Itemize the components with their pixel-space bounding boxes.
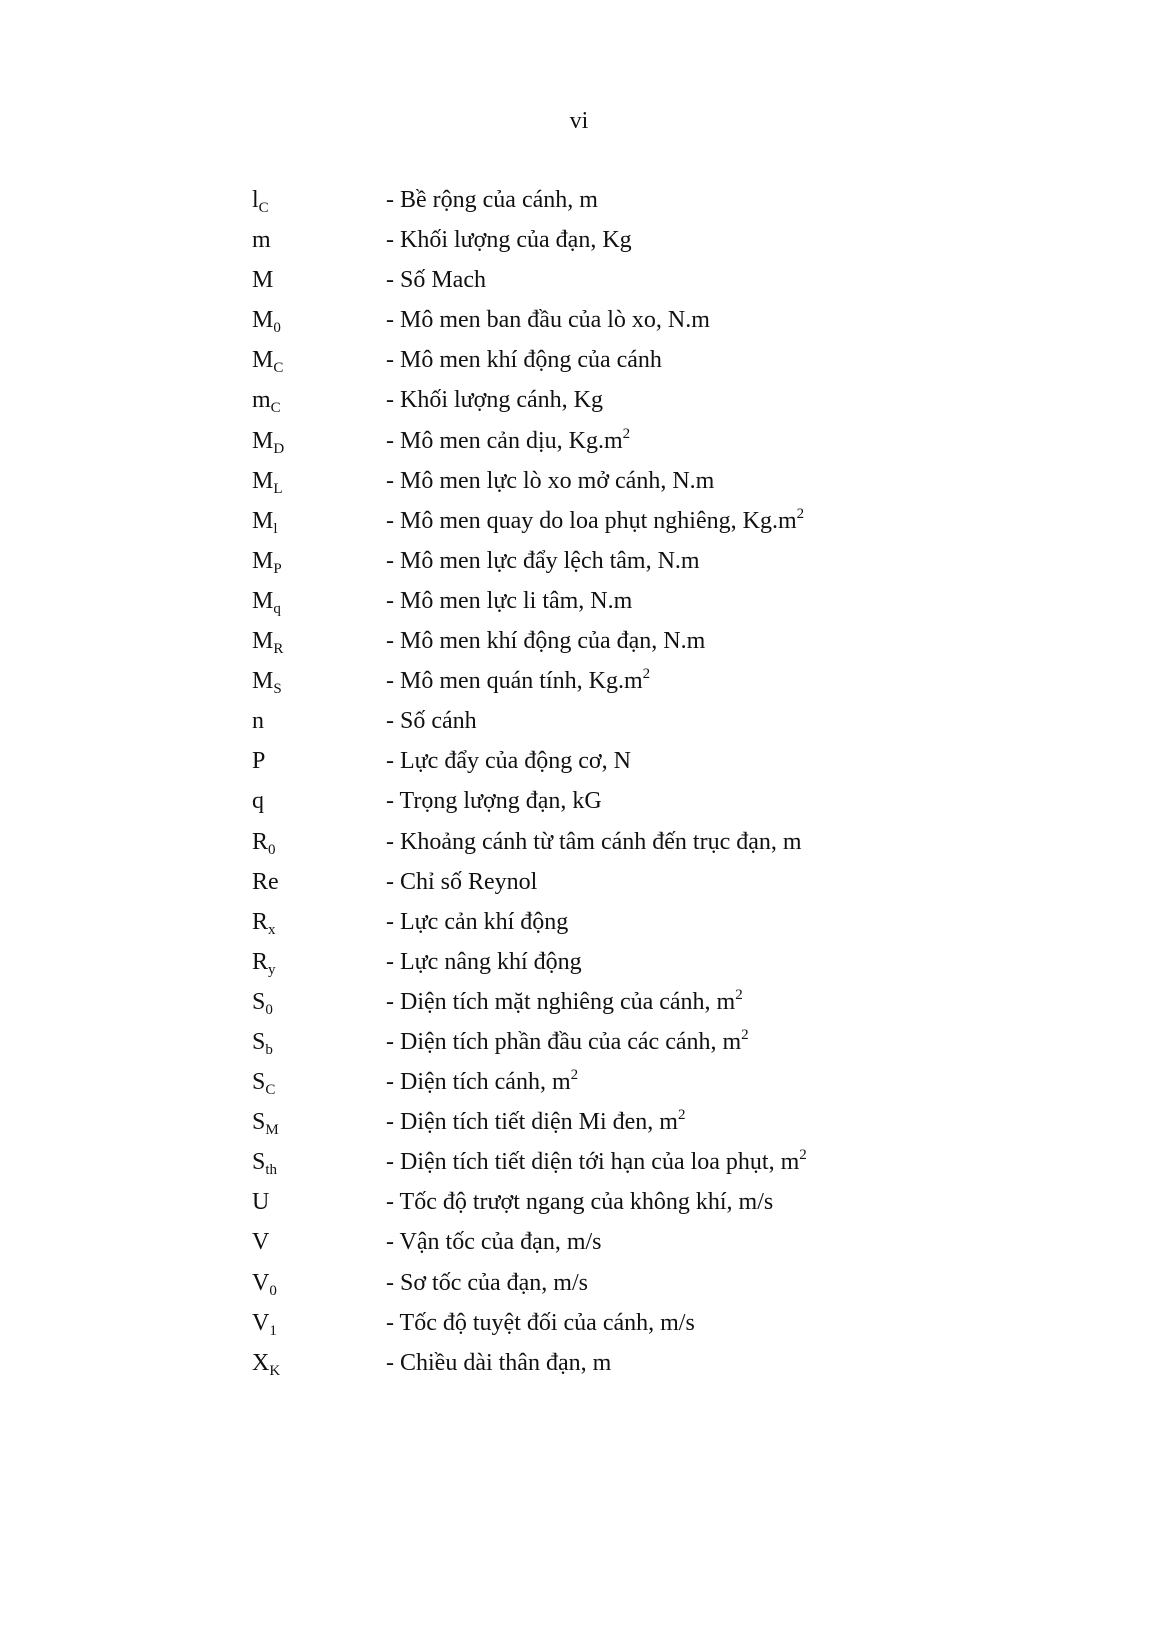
page-number: vi <box>569 108 589 134</box>
symbol <box>252 945 386 979</box>
symbol-subscript: q <box>273 600 281 617</box>
symbol-base: V <box>252 1309 270 1336</box>
symbol-row <box>252 664 872 704</box>
symbol-subscript: 0 <box>268 841 276 858</box>
symbol-row <box>252 183 872 223</box>
symbol-description <box>386 985 743 1019</box>
symbol-description <box>386 664 650 698</box>
description-text: - Chỉ số Reynol <box>386 868 538 895</box>
description-text: - Tốc độ trượt ngang của không khí, m/s <box>386 1189 774 1216</box>
symbol-description <box>386 183 598 217</box>
symbol <box>252 1225 386 1259</box>
symbol-base: V <box>252 1269 270 1296</box>
description-text: - Mô men quán tính, Kg.m <box>386 668 643 695</box>
description-text: - Mô men cản dịu, Kg.m <box>386 427 623 454</box>
symbol-base: S <box>252 1069 266 1096</box>
symbol-row <box>252 985 872 1025</box>
symbol <box>252 1185 386 1219</box>
symbol-description <box>386 303 710 337</box>
symbol-description <box>386 905 568 939</box>
symbol <box>252 905 386 939</box>
symbol-row <box>252 1065 872 1105</box>
symbol-row <box>252 905 872 945</box>
symbol-row <box>252 544 872 584</box>
symbol-row <box>252 704 872 744</box>
symbol-subscript: C <box>273 360 284 377</box>
symbol <box>252 1065 386 1099</box>
symbol-description <box>386 1306 695 1340</box>
symbol <box>252 584 386 618</box>
symbol-base: M <box>252 467 274 494</box>
symbol-description <box>386 464 714 498</box>
description-text: - Diện tích mặt nghiêng của cánh, m <box>386 988 736 1015</box>
symbol-row <box>252 584 872 624</box>
unit-superscript: 2 <box>735 986 743 1003</box>
symbol <box>252 303 386 337</box>
symbol-row <box>252 1025 872 1065</box>
symbol-base: R <box>252 828 269 855</box>
symbol <box>252 504 386 538</box>
symbol-base: U <box>252 1189 270 1216</box>
symbol-base: M <box>252 628 274 655</box>
symbol-subscript: S <box>273 681 282 698</box>
description-text: - Chiều dài thân đạn, m <box>386 1349 612 1376</box>
symbol-row <box>252 1266 872 1306</box>
symbol-description <box>386 343 662 377</box>
unit-superscript: 2 <box>570 1067 579 1084</box>
unit-superscript: 2 <box>622 425 631 442</box>
description-text: - Lực đẩy của động cơ, N <box>386 748 631 775</box>
symbol <box>252 1306 386 1340</box>
symbol-description <box>386 1065 578 1099</box>
symbol-description <box>386 223 632 257</box>
symbol <box>252 784 386 818</box>
symbol-subscript: M <box>265 1122 279 1139</box>
symbol <box>252 1145 386 1179</box>
symbol <box>252 183 386 217</box>
description-text: - Mô men khí động của đạn, N.m <box>386 628 706 655</box>
symbol-row <box>252 784 872 824</box>
description-text: - Mô men khí động của cánh <box>386 347 662 374</box>
symbol-description <box>386 1346 611 1380</box>
symbol-subscript: 0 <box>273 320 281 337</box>
symbol-subscript: L <box>273 480 283 497</box>
symbol-description <box>386 624 705 658</box>
description-text: - Trọng lượng đạn, kG <box>386 788 602 815</box>
symbol-subscript: C <box>270 400 281 417</box>
unit-superscript: 2 <box>799 1147 807 1164</box>
symbol-subscript: D <box>273 440 285 457</box>
symbol <box>252 1346 386 1380</box>
description-text: - Diện tích tiết diện Mi đen, m <box>386 1109 678 1136</box>
symbol-row <box>252 1306 872 1346</box>
symbol <box>252 343 386 377</box>
symbol-subscript: th <box>265 1162 278 1179</box>
symbol-base: R <box>252 948 269 975</box>
symbol-list <box>252 183 872 1386</box>
symbol-description <box>386 424 630 458</box>
symbol-description <box>386 383 603 417</box>
symbol <box>252 263 386 297</box>
symbol-subscript: C <box>258 200 269 216</box>
symbol-row <box>252 1225 872 1265</box>
unit-superscript: 2 <box>677 1107 686 1124</box>
symbol-description <box>386 1145 807 1179</box>
symbol-base: V <box>252 1229 270 1256</box>
description-text: - Mô men lực li tâm, N.m <box>386 587 633 614</box>
symbol-row <box>252 865 872 905</box>
unit-superscript: 2 <box>796 505 805 522</box>
description-text: - Mô men lực lò xo mở cánh, N.m <box>386 467 715 494</box>
symbol <box>252 544 386 578</box>
symbol-description <box>386 945 582 979</box>
description-text: - Vận tốc của đạn, m/s <box>386 1229 602 1256</box>
symbol-row <box>252 464 872 504</box>
symbol <box>252 1105 386 1139</box>
description-text: - Diện tích phần đầu của các cánh, m <box>386 1028 742 1055</box>
symbol-row <box>252 1185 872 1225</box>
symbol <box>252 865 386 899</box>
symbol <box>252 223 386 257</box>
symbol-base: S <box>252 1028 266 1055</box>
symbol-description <box>386 263 486 297</box>
symbol-base: M <box>252 307 274 334</box>
symbol-row <box>252 744 872 784</box>
description-text: - Số Mach <box>386 267 486 294</box>
symbol <box>252 985 386 1019</box>
symbol-subscript: l <box>273 520 278 537</box>
unit-superscript: 2 <box>642 666 651 683</box>
symbol-base: M <box>252 347 274 374</box>
symbol <box>252 744 386 778</box>
symbol-description <box>386 825 802 859</box>
symbol-base: M <box>252 547 274 574</box>
symbol-row <box>252 303 872 343</box>
symbol-description <box>386 544 700 578</box>
symbol-row <box>252 343 872 383</box>
symbol-base: M <box>252 267 274 294</box>
symbol-row <box>252 383 872 423</box>
symbol-description <box>386 1185 773 1219</box>
symbol <box>252 825 386 859</box>
symbol-description <box>386 1025 749 1059</box>
description-text: - Lực nâng khí động <box>386 948 582 975</box>
symbol <box>252 464 386 498</box>
symbol-base: S <box>252 1149 266 1176</box>
symbol-description <box>386 865 537 899</box>
symbol-base: M <box>252 587 274 614</box>
symbol-row <box>252 1145 872 1185</box>
symbol <box>252 1266 386 1300</box>
unit-superscript: 2 <box>741 1026 749 1043</box>
symbol <box>252 383 386 417</box>
description-text: - Khoảng cánh từ tâm cánh đến trục đạn, m <box>386 828 802 855</box>
symbol-description <box>386 704 477 738</box>
symbol-row <box>252 424 872 464</box>
symbol-row <box>252 223 872 263</box>
symbol-row <box>252 945 872 985</box>
description-text: - Khối lượng của đạn, Kg <box>386 227 632 254</box>
symbol-subscript: C <box>265 1082 276 1099</box>
symbol-base: M <box>252 668 274 695</box>
symbol-row <box>252 825 872 865</box>
symbol-subscript: 1 <box>269 1322 277 1339</box>
symbol-base: m <box>252 387 271 414</box>
symbol-base: S <box>252 1109 266 1136</box>
symbol-description <box>386 584 632 618</box>
description-text: - Mô men ban đầu của lò xo, N.m <box>386 307 710 334</box>
symbol-description <box>386 1225 602 1259</box>
symbol-base: M <box>252 427 274 454</box>
symbol-row <box>252 263 872 303</box>
description-text: - Lực cản khí động <box>386 908 569 935</box>
symbol-row <box>252 1105 872 1145</box>
symbol-base: m <box>252 227 271 254</box>
description-text: - Mô men lực đẩy lệch tâm, N.m <box>386 547 700 574</box>
symbol-base: R <box>252 908 269 935</box>
symbol-description <box>386 504 804 538</box>
description-text: - Khối lượng cánh, Kg <box>386 387 603 414</box>
description-text: - Tốc độ tuyệt đối của cánh, m/s <box>386 1309 695 1336</box>
symbol-subscript: K <box>269 1362 281 1379</box>
symbol-base: P <box>252 748 266 775</box>
description-text: - Bề rộng của cánh, m <box>386 187 598 213</box>
symbol-base: M <box>252 507 274 534</box>
symbol-row <box>252 504 872 544</box>
symbol-subscript: 0 <box>269 1282 277 1299</box>
symbol-subscript: b <box>265 1041 273 1058</box>
symbol <box>252 1025 386 1059</box>
symbol-row <box>252 624 872 664</box>
symbol-subscript: y <box>268 961 276 978</box>
description-text: - Diện tích tiết diện tới hạn của loa phụt, m <box>386 1149 800 1176</box>
symbol <box>252 424 386 458</box>
symbol-subscript: R <box>273 641 284 658</box>
symbol-base: q <box>252 788 264 815</box>
symbol-description <box>386 1266 588 1300</box>
symbol-base: X <box>252 1349 270 1376</box>
symbol <box>252 664 386 698</box>
symbol-description <box>386 1105 685 1139</box>
description-text: - Mô men quay do loa phụt nghiêng, Kg.m <box>386 507 797 534</box>
symbol-description <box>386 784 602 818</box>
symbol <box>252 624 386 658</box>
description-text: - Sơ tốc của đạn, m/s <box>386 1269 588 1296</box>
symbol-base: n <box>252 708 264 735</box>
description-text: - Số cánh <box>386 708 477 735</box>
symbol <box>252 704 386 738</box>
symbol-subscript: 0 <box>265 1001 273 1018</box>
symbol-base: Re <box>252 868 279 895</box>
symbol-subscript: x <box>268 921 276 938</box>
symbol-base: S <box>252 988 266 1015</box>
symbol-description <box>386 744 631 778</box>
symbol-row <box>252 1346 872 1386</box>
symbol-base: l <box>252 187 259 213</box>
description-text: - Diện tích cánh, m <box>386 1069 571 1096</box>
symbol-subscript: P <box>273 560 282 577</box>
